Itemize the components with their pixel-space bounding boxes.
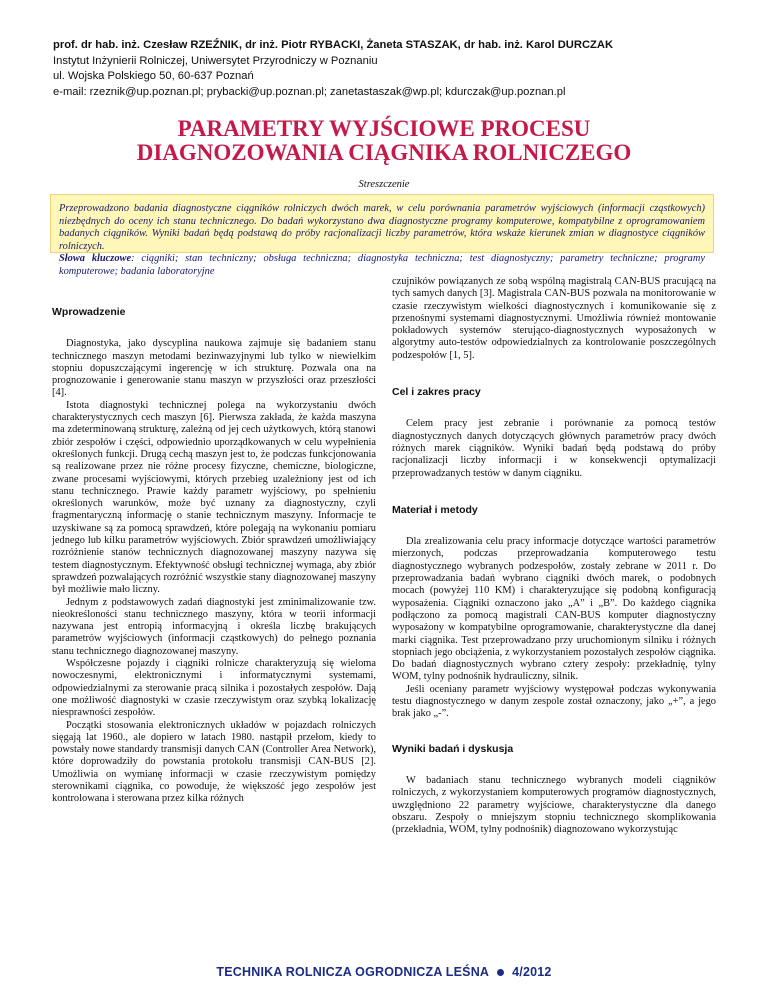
section-heading-methods: Materiał i metody	[392, 503, 478, 516]
abstract-text: Przeprowadzono badania diagnostyczne ciągników rolniczych dwóch marek, w celu porównania parametrów wyjściowych (informacji cząstkowych) niezbędnych do oceny ich stanu technicznego. Do badań wykorzystano dwa diagnostyczne programy komputerowe, kompatybilne z oprogramowaniem badanych ciągników. Wyniki badań będą podstawą do próby racjonalizacji liczby parametrów, która wskaże kierunek zmian w diagnostyce ciągników rolniczych.	[59, 203, 705, 252]
paragraph: Istota diagnostyki technicznej polega na wykorzystaniu dwóch charakterystycznych cech maszyn [6]. Pierwsza zakłada, że każda maszyna ma zdeterminowaną strukturę, zależną od jej cech użytkowych, którą stanowi zbiór zespołów i części, odpowiednio uporządkowanych w celu wypełnienia określonych funkcji. Drugą cechą maszyn jest to, że podczas funkcjonowania są realizowane przez nie różne procesy fizyczne, chemiczne, biologiczne, zwane procesami wyjściowymi, których przebieg uzależniony jest od ich stanu technicznego. Prawie każdy parametr wyjściowy, po spełnieniu określonych warunków, może być uznany za diagnostyczny, czyli fragmentaryczną informację o stanie technicznym maszyny. Informacje te uzyskiwane są za pomocą sprawdzeń, które polegają na wykonaniu pomiaru jednego lub kilku parametrów wyjściowych. Zbiór sprawdzeń umożliwiający rozróżnienie stanów technicznych diagnozowanej maszyny nazywa się testem diagnostycznym. Efektywność obsługi technicznej wymaga, aby zbiór sprawdzeń pozwalających rozróżnić wszystkie stany diagnozowanej maszyny był możliwie mało liczny.	[52, 399, 376, 596]
paragraph: Diagnostyka, jako dyscyplina naukowa zajmuje się badaniem stanu technicznego maszyn metodami bezinwazyjnymi lub tylko w niewielkim stopniu dopuszczającymi ingerencję w ich strukturę. Pozwala ona na prognozowanie i generowanie stanu maszyn w przyszłości oraz przeszłości [4].	[52, 338, 376, 399]
section-heading-aim: Cel i zakres pracy	[392, 386, 481, 399]
journal-issue: 4/2012	[512, 965, 552, 979]
paragraph: Początki stosowania elektronicznych układów w pojazdach rolniczych sięgają lat 1960., ale dopiero w latach 1980. nastąpił przełom, kiedy to powstały nowe standardy transmisji danych CAN (Controller Area Network), które doprowadziły do powstania protokołu transmisji CAN-BUS [2]. Umożliwia on wymianę informacji w czasie rzeczywistym pomiędzy sterownikami ciągnika, co powoduje, że większość jego zespołów jest kontrolowana i sterowana przez kilka różnych	[52, 719, 376, 805]
paragraph: Dla zrealizowania celu pracy informacje dotyczące wartości parametrów mierzonych, podczas przeprowadzania komputerowego testu diagnostycznego wybranych podzespołów, zostały zebrane w 2011 r. Do przeprowadzania badań wybrano ciągniki dwóch marek, o podobnych mocach (powyżej 110 KM) i charakteryzujące się podobną konfiguracją wyposażenia. Ciągniki oznaczono jako „A” i „B”. Do każdego ciągnika podłączono za pomocą magistrali CAN-BUS komputer diagnostyczny wyposażony w kompatybilne oprogramowanie, charakterystyczne dla danej marki ciągnika. Test przeprowadzano przy uruchomionym silniku i różnych stopniach jego obciążenia, z wykorzystaniem pozostałych zespołów ciągnika. Do badań diagnostycznych wybrano cztery zespoły: przekładnię, tylny WOM, tylny podnośnik hydrauliczny, silnik.	[392, 536, 716, 683]
author-header	[53, 38, 723, 100]
section-heading-introduction: Wprowadzenie	[52, 306, 126, 318]
paragraph: czujników powiązanych ze sobą wspólną magistralą CAN-BUS pracującą na tych samych danych [3]. Magistrala CAN-BUS pozwala na monitorowanie w czasie rzeczywistym wielkości diagnostycznych i komunikowanie się z przenośnymi systemami diagnostycznymi. Umożliwia również montowanie pokładowych systemów sterująco-diagnostycznych wyposażonych w algorytmy auto-testów odpowiedzialnych za kontrolowanie poszczególnych podzespołów [1, 5].	[392, 276, 716, 361]
abstract-box	[50, 194, 714, 277]
abstract-heading: Streszczenie	[358, 179, 410, 190]
left-column	[52, 306, 376, 806]
right-column	[392, 276, 716, 836]
journal-footer	[0, 965, 768, 979]
paragraph: Współczesne pojazdy i ciągniki rolnicze charakteryzują się wieloma nowoczesnymi, elektronicznymi i informatycznymi systemami, odpowiedzialnymi za sterowanie pracą silnika i pozostałych zespołów. Dają one możliwość diagnostyki w czasie rzeczywistym oraz szybką lokalizację niesprawności zespołów.	[52, 658, 376, 719]
keywords	[59, 253, 705, 278]
paragraph: Jeśli oceniany parametr wyjściowy występował podczas wykonywania testu diagnostycznego w danym zespole został oznaczony, jako „+”, a jego brak jako „-”.	[392, 683, 716, 720]
paper-title	[40, 117, 728, 165]
title-line-2: DIAGNOZOWANIA CIĄGNIKA ROLNICZEGO	[136, 140, 632, 165]
keywords-list: : ciągniki; stan techniczny; obsługa techniczna; diagnostyka techniczna; test diagnostyczny; parametry techniczne; programy komputerowe; badania laboratoryjne	[59, 253, 705, 277]
bullet-icon	[497, 969, 504, 976]
authors: prof. dr hab. inż. Czesław RZEŹNIK, dr inż. Piotr RYBACKI, Żaneta STASZAK, dr hab. inż. Karol DURCZAK	[53, 39, 614, 51]
journal-name: TECHNIKA ROLNICZA OGRODNICZA LEŚNA	[216, 965, 490, 979]
paragraph: Celem pracy jest zebranie i porównanie za pomocą testów diagnostycznych danych dotyczących głównych parametrów pracy dwóch różnych marek ciągników. Wyniki badań będą podstawą do próby racjonalizacji liczby informacji i w konsekwencji optymalizacji przeprowadzanych testów w danym ciągniku.	[392, 418, 716, 479]
paragraph: Jednym z podstawowych zadań diagnostyki jest zminimalizowanie tzw. nieokreśloności stanu technicznego maszyny, która w teorii informacji nazywana jest entropią informacyjną i określa liczbę brakujących parametrów wyjściowych (informacji cząstkowych) do pełnego poznania stanu technicznego diagnozowanej maszyny.	[52, 596, 376, 657]
email: e-mail: rzeznik@up.poznan.pl; prybacki@up.poznan.pl; zanetastaszak@wp.pl; kdurczak@up.poznan.pl	[53, 85, 566, 98]
keywords-label: Słowa kluczowe	[59, 253, 132, 264]
paragraph: W badaniach stanu technicznego wybranych modeli ciągników rolniczych, z wykorzystaniem komputerowych programów diagnostycznych, uwzględniono 22 parametry wyjściowe, charakterystyczne dla danego obszaru. Zespoły o mniejszym stopniu technicznego skomplikowania (przekładnia, WOM, tylny podnośnik) diagnozowano wykorzystując	[392, 774, 716, 836]
address: ul. Wojska Polskiego 50, 60-637 Poznań	[53, 70, 254, 82]
section-heading-results: Wyniki badań i dyskusja	[392, 742, 514, 755]
institute: Instytut Inżynierii Rolniczej, Uniwersytet Przyrodniczy w Poznaniu	[53, 54, 378, 67]
title-line-1: PARAMETRY WYJŚCIOWE PROCESU	[177, 116, 591, 141]
